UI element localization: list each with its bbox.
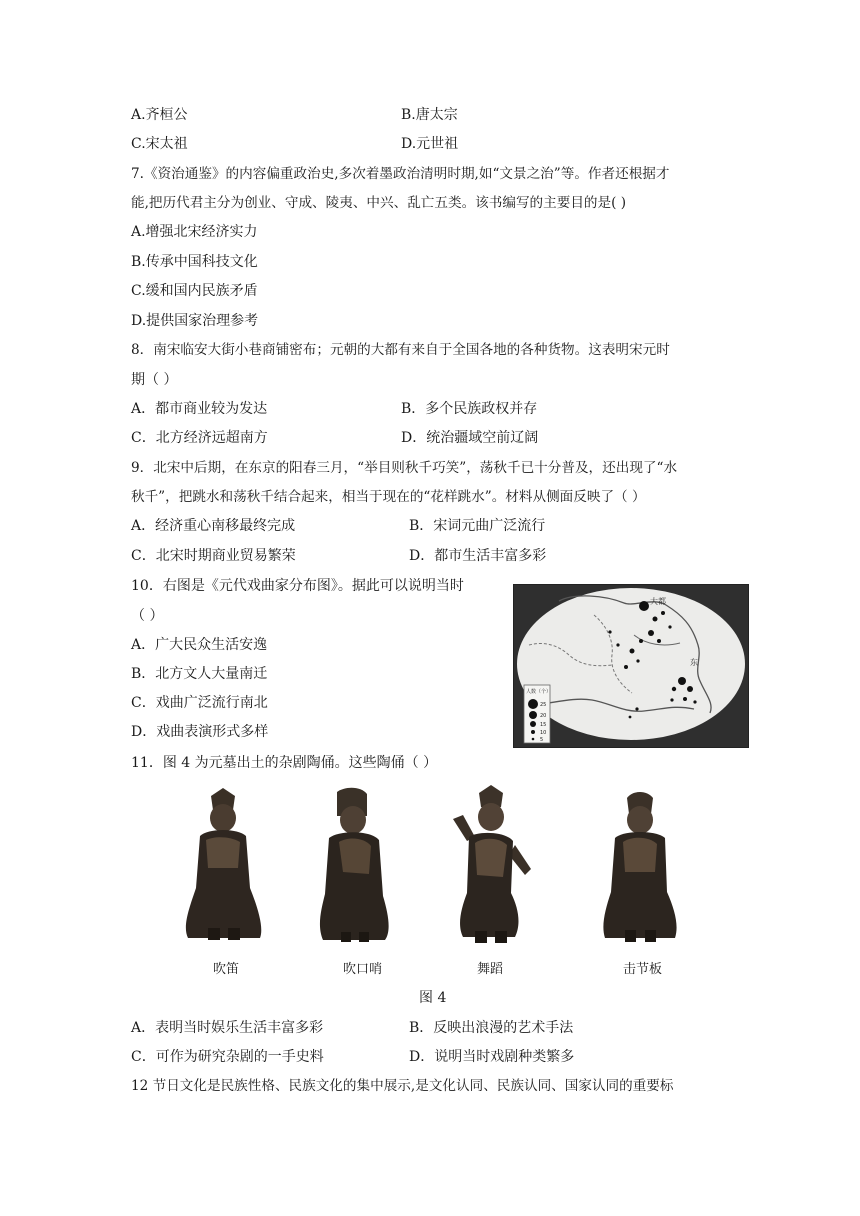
q9-option-b: B．宋词元曲广泛流行 — [409, 518, 546, 534]
map-label-dadu: 大都 — [650, 597, 666, 606]
caption-whistle: 吹口哨 — [343, 962, 383, 977]
caption-flute: 吹笛 — [213, 962, 240, 977]
caption-dance: 舞蹈 — [477, 962, 504, 977]
figurine-clapper — [597, 788, 683, 946]
q8-stem-line1: 8．南宋临安大街小巷商铺密布；元朝的大都有来自于全国各地的各种货物。这表明宋元时 — [131, 342, 670, 358]
q10-option-c: C．戏曲广泛流行南北 — [131, 695, 268, 711]
figurine-whistle — [315, 786, 393, 946]
map-legend-20: 20 — [540, 713, 547, 719]
map-legend-15: 15 — [540, 722, 547, 728]
q8-option-c: C．北方经济远超南方 — [131, 430, 268, 446]
q7-option-b: B.传承中国科技文化 — [131, 254, 258, 270]
map-legend-5: 5 — [540, 737, 544, 743]
q7-option-c: C.缓和国内民族矛盾 — [131, 283, 258, 299]
q6-option-b: B.唐太宗 — [401, 107, 458, 123]
q8-option-d: D．统治疆域空前辽阔 — [401, 430, 539, 446]
q11-stem-line1: 11．图 4 为元墓出土的杂剧陶俑。这些陶俑（ ） — [131, 755, 438, 771]
q11-option-d: D．说明当时戏剧种类繁多 — [409, 1049, 575, 1065]
q10-option-b: B．北方文人大量南迁 — [131, 666, 268, 682]
q7-stem-line2: 能,把历代君主分为创业、守成、陵夷、中兴、乱亡五类。该书编写的主要目的是( ) — [131, 195, 627, 211]
map-label-east: 东 — [690, 658, 698, 667]
q6-option-d: D.元世祖 — [401, 136, 459, 152]
q8-option-b: B．多个民族政权并存 — [401, 401, 538, 417]
q11-option-a: A．表明当时娱乐生活丰富多彩 — [131, 1020, 324, 1036]
yuan-drama-distribution-map — [513, 584, 749, 748]
q11-option-b: B．反映出浪漫的艺术手法 — [409, 1020, 574, 1036]
q6-option-c: C.宋太祖 — [131, 136, 188, 152]
q11-option-c: C．可作为研究杂剧的一手史料 — [131, 1049, 324, 1065]
caption-clapper: 击节板 — [623, 962, 663, 977]
map-legend-10: 10 — [540, 730, 547, 736]
q10-stem-line2: （ ） — [131, 608, 164, 624]
q9-stem-line2: 秋千”，把跳水和荡秋千结合起来，相当于现在的“花样跳水”。材料从侧面反映了（ ） — [131, 489, 646, 505]
figurine-flute — [178, 788, 268, 946]
q8-option-a: A．都市商业较为发达 — [131, 401, 268, 417]
q12-stem-line1: 12 节日文化是民族性格、民族文化的集中展示,是文化认同、民族认同、国家认同的重要标 — [131, 1078, 674, 1094]
q7-option-d: D.提供国家治理参考 — [131, 313, 259, 329]
figure-4-title: 图 4 — [419, 990, 447, 1006]
q7-option-a: A.增强北宋经济实力 — [131, 224, 258, 240]
q8-stem-line2: 期（ ） — [131, 372, 178, 388]
q9-option-c: C．北宋时期商业贸易繁荣 — [131, 548, 296, 564]
map-graphic — [514, 585, 748, 747]
q9-option-a: A．经济重心南移最终完成 — [131, 518, 296, 534]
q9-stem-line1: 9．北宋中后期，在东京的阳春三月，“举目则秋千巧笑”，荡秋千已十分普及，还出现了“水 — [131, 460, 678, 476]
q7-stem-line1: 7.《资治通鉴》的内容偏重政治史,多次着墨政治清明时期,如“文景之治”等。作者还根据才 — [131, 166, 670, 182]
map-legend-title: 人数（个） — [526, 689, 552, 695]
figurine-dance — [441, 785, 537, 947]
map-legend-25: 25 — [540, 702, 547, 708]
q10-option-a: A．广大民众生活安逸 — [131, 637, 268, 653]
q9-option-d: D．都市生活丰富多彩 — [409, 548, 547, 564]
q10-stem-line1: 10．右图是《元代戏曲家分布图》。据此可以说明当时 — [131, 578, 464, 594]
q6-option-a: A.齐桓公 — [131, 107, 188, 123]
q10-option-d: D．戏曲表演形式多样 — [131, 724, 269, 740]
